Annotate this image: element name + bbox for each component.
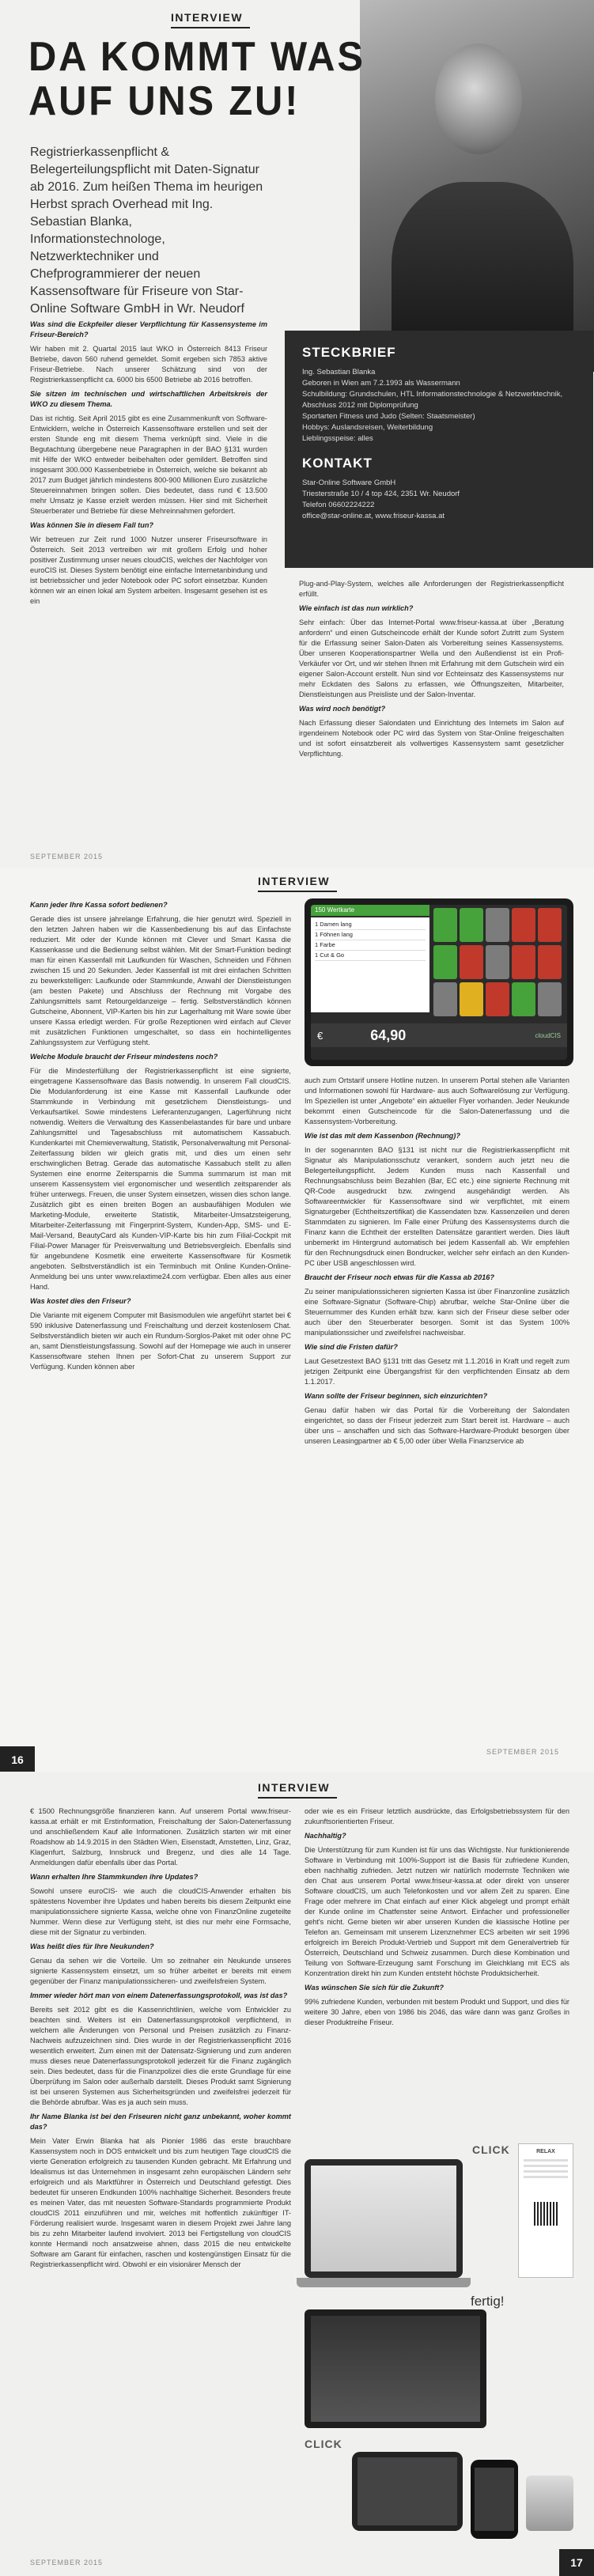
- product-collage: [305, 2143, 577, 2547]
- answer-paragraph: Genau dafür haben wir das Portal für die Vorbereitung der Salondaten eingerichtet, so dass der Friseur jederzeit zum Start bereit ist. Hardware – auch über uns – anschaffen und sich das Software-Hardware-Produkt besorgen über unseren Leasingpartner ab € 5,00 oder über Wella Finanzservice ab: [305, 1406, 569, 1445]
- answer-paragraph: Das ist richtig. Seit April 2015 gibt es eine Zusammenkunft von Software-Entwicklern, welche in Österreich Kassensoftware erstellen und seit der ersten Stunde eng mit diesem Thema verknüpft sind. Viele in die Begutachtung übergebene neue Paragraphen in der BAO §131 wurden mit Hilfe der WKO entweder beibehalten oder gemildert. Betroffen sind insgesamt 300.000 Kassenbetriebe in Österreich, welche sie bekannt ab 2017 zum Budget jährlich mindestens 800-900 Millionen Euro zusätzliche Steuereinnahmen bringen sollen. Dies bedeutet, dass rund € 13.500 mehr Umsatz je Kasse erzielt werden müssen. Hier sind mit Sicherheit Steuerberater und Betriebe für diese Mehreinnahmen gefordert.: [30, 414, 267, 515]
- answer-paragraph: Plug-and-Play-System, welches alle Anforderungen der Registrierkassenpflicht erfüllt.: [299, 580, 564, 598]
- steckbrief-box: [285, 331, 593, 568]
- answer-paragraph: Sowohl unsere euroCIS- wie auch die cloudCIS-Anwender erhalten bis spätestens November ihre Updates und haben bereits bis diesem Zeitpunkt eine manipulationssichere signierte Kassa, welche ohne von FinanzOnline zugeteilte Nummer. Wenn diese zur Verfügung steht, ist dies nur mehr eine Formsache, diese mit der Signatur zu verbinden.: [30, 1887, 291, 1936]
- pos-tile: [486, 982, 509, 1016]
- steckbrief-line: Hobbys: Auslandsreisen, Weiterbildung: [302, 423, 433, 432]
- answer-paragraph: Gerade dies ist unsere jahrelange Erfahrung, die hier genutzt wird. Speziell in den letzten Jahren haben wir die Kassenbedienung bis auf das Einfachste reduziert. Mit oder der Kunde können mit Clever und Smart Kassa die Kassenkasse und die Bedienung selbst wählen. Mit der Smart-Funktion bedingt man für einen Kassenfall mit Laufkunden für Waschen, Schneiden und Föhnen zwischen 15 und 20 Sekunden. Jeder Kassenfall ist mit drei einfachen Schritten zu bewerkstelligen: Laufkunde oder Stammkunde, Anwahl der Dienstleistungen (am besten Pakete) und Abschluss der Rechnung mit Vorgabe des Zahlungsmittels samt Retourgeldanzeige – fertig. Selbstverständlich können Gutscheine, Abonnent, VIP-Karten bis hin zur Lagerhaltung mit Ware sowie über unsere Kassa erledigt werden. Für große Rezeptionen wird einfach auf Clever mit zusätzlichen Funktionen umgeschaltet, so dass ein hochintelligentes Zahlungssystem zur Verfügung steht.: [30, 915, 291, 1046]
- pos-total-bar: [311, 1023, 567, 1047]
- footer-month: SEPTEMBER 2015: [30, 2559, 104, 2567]
- pos-tile: [460, 908, 483, 942]
- pos-tile: [460, 945, 483, 979]
- tag-rule: [258, 1797, 337, 1799]
- magazine-page-1: [0, 0, 594, 868]
- footer-month: SEPTEMBER 2015: [30, 853, 104, 861]
- fertig-label: fertig!: [471, 2294, 505, 2309]
- pos-header: 150 Wertkarte: [311, 905, 429, 916]
- pos-tile: [538, 982, 562, 1016]
- pos-tile: [486, 908, 509, 942]
- steckbrief-line: Schulbildung: Grundschulen, HTL Informationstechnologie & Netzwerktechnik, Abschluss 2012 mit Diplomprüfung: [302, 390, 563, 410]
- answer-paragraph: 99% zufriedene Kunden, verbunden mit bestem Produkt und Support, und dies für weitere 30 Jahre, eben von 1986 bis 2046, das wäre dann was ganz Großes in dieser Produktreihe Friseur.: [305, 1998, 569, 2026]
- pos-receipt: [311, 917, 429, 1012]
- pos-tile: [538, 945, 562, 979]
- answer-paragraph: € 1500 Rechnungsgröße finanzieren kann. Auf unserem Portal www.friseur-kassa.at erhält er mit Erstinformation, Freischaltung der Salon-Datenerfassung und anschließendem Kauf alle Informationen. Zusätzlich starten wir mit einer Roadshow ab 14.9.2015 in den Städten Wien, Eisenstadt, Amstetten, Linz, Graz, Klagenfurt, Salzburg, Innsbruck und Bregenz, und dies alle 14 Tage. Anmeldungen dafür ebenfalls über das Portal.: [30, 1807, 291, 1867]
- click-label-2: CLICK: [305, 2438, 342, 2450]
- magazine-page-2: [0, 868, 594, 1772]
- answer-paragraph: oder wie es ein Friseur letztlich ausdrückte, das Erfolgsbetriebssystem für den zukunftsorientierten Friseur.: [305, 1807, 569, 1825]
- pos-tile: [433, 945, 457, 979]
- intro-text: Registrierkassenpflicht & Belegerteilungspflicht mit Daten-Signatur ab 2016. Zum heißen Thema im heurigen Herbst sprach Overhead mit Ing. Sebastian Blanka, Informationstechnologe, Netzwerktechniker und Chefprogrammierer der neuen Kassensoftware für Friseure von Star-Online Software GmbH in Wr. Neudorf: [30, 146, 263, 316]
- section-tag: INTERVIEW: [171, 11, 244, 24]
- pos-display: [311, 905, 567, 1060]
- page-number: 17: [559, 2549, 594, 2576]
- question-heading: Was sind die Eckpfeiler dieser Verpflichtung für Kassensysteme im Friseur-Bereich?: [30, 320, 267, 339]
- answer-paragraph: Wir haben mit 2. Quartal 2015 laut WKO in Österreich 8413 Friseur Betriebe, davon 560 ruhend gemeldet. Somit ergeben sich 7853 aktive Friseur-Betriebe. Nach unserer Schätzung sind von der Registrierkassenpflicht ca. 6000 bis 6500 Betriebe ab 2016 betroffen.: [30, 345, 267, 384]
- page1-column-1: [30, 320, 267, 611]
- section-tag: INTERVIEW: [258, 1781, 331, 1794]
- answer-paragraph: In der sogenannten BAO §131 ist nicht nur die Registrierkassenpflicht mit Signatur als Manipulationsschutz verankert, sondern auch jetzt neu die Belegerteilungspflicht. Jedem Kunden muss nach Kassenfall und Rechnungsabschluss beim Bezahlen (Bar, EC etc.) eine signierte Rechnung mit QR-Code ausgedruckt bzw. zwingend ausgehändigt werden. Als Softwareentwickler für Kassensoftware sind wir verpflichtet, mit einem Signaturgeber (Echtheitszertifikat) die Kassendaten bzw. Kassenzeilen und deren Stammdaten zu signieren. Im Falle einer Prüfung des Kassensystems durch die Finanz kann die Echtheit der erstellten Datensätze garantiert werden. Dies läuft unbemerkt im Hintergrund automatisch bei jedem Kassenfall ab. Wir empfehlen für den Rechnungsdruck einen Bondrucker, welcher sehr einfach an den Kunden-PC über USB angeschlossen wird.: [305, 1146, 569, 1267]
- answer-paragraph: Die Unterstützung für zum Kunden ist für uns das Wichtigste. Nur funktionierende Software in Verbindung mit 100%-Support ist die Basis für zufriedene Kunden, eben nachhaltig zufrieden. Jetzt nutzen wir natürlich modernste Techniken wie den Chat aus unserem Portal www.friseur-kassa.at oder direkt von unserer Software cloudCIS, um auch Telefonkosten und vor allem Zeit zu sparen. Eine Frage oder mehrere im Chat einfach auf einer Klick abgelegt und prompt erhält der Kunde online im Chatfenster seine Antwort. Einfacher und professioneller geht's nicht. Gerne bieten wir aber unseren Kunden die klassische Hotline per Telefon an. Gemeinsam mit unserem Lizenznehmer ECS arbeiten wir seit 1996 erfolgreich im Bereich Produkt-Vertrieb und Support mit dem Generalvertrieb für Österreich, Deutschland und Schweiz zusammen. Durch diese Kombination und Teilung von Software-Erzeugung samt Forschung im Gleichklang mit ECS als Konzentration direkt hin zum Kunden entsteht höchste Produktsicherheit.: [305, 1846, 569, 1977]
- magazine-page-3: [0, 1772, 594, 2576]
- pos-tile: [512, 982, 535, 1016]
- tag-rule: [171, 27, 250, 28]
- answer-paragraph: Die Variante mit eigenem Computer mit Basismodulen wie angeführt startet bei € 590 inklusive Datenerfassung und Freischaltung und derzeit kostenlosem Chat. Selbstverständlich bieten wir auch ein Rundum-Sorglos-Paket mit oder ohne PC an, samt Dienstleistungsfassung. Sowohl auf der Homepage wie auch in unserer Kassensoftware stehen Ihnen per Sofort-Chat zu unserem Support zur Verfügung. Kunden können aber: [30, 1311, 291, 1371]
- page2-column-1: [30, 900, 291, 1376]
- pos-tile: [433, 908, 457, 942]
- page3-column-1: [30, 1806, 291, 2274]
- headline-line-2: AUF UNS ZU!: [28, 78, 301, 124]
- question-heading: Was wird noch benötigt?: [299, 705, 386, 713]
- answer-paragraph: Mein Vater Erwin Blanka hat als Pionier 1986 das erste brauchbare Kassensystem noch in DOS entwickelt und bis zum heutigen Tage cloudCIS die vierte Generation erfolgreich zu tausenden Kunden gebracht. Mit Erfahrung und Idealismus ist das Unternehmen in insgesamt zehn europäischen Ländern sehr erfolgreich und als Marktführer in Österreich und Deutschland gefestigt. Dies bedeutet für unseren Endkunden 100% nachhaltige Sicherheit. Besonders freute es meinen Vater, das mit neuesten Software-Standards programmierte Produkt cloudCIS 2011 einzuführen und mir, welches mit hoffentlich zukünftiger IT-Förderung realisiert wurde. Insgesamt waren in diesem Projekt zwei Jahre lang bis zu zehn Mitarbeiter laufend involviert. 2013 bei Fertigstellung von cloudCIS konnte Hermandi noch ansatzweise ahnen, dass 2015 die neu entwickelte Software am Garant für einfachen, raschen und kostengünstigen Einsatz für die Registrierkassenpflicht wird. Obwohl er ein visionärer Mensch der: [30, 2137, 291, 2268]
- headline-line-1: DA KOMMT WAS: [28, 34, 365, 80]
- answer-paragraph: Zu seiner manipulationssicheren signierten Kassa ist über Finanzonline zusätzlich eine Software-Signatur (Software-Chip) abrufbar, welche Star-Online über die Steuernummer des Kunden erhält bzw. kann sich der Friseur diese selber oder auch über den Steuerberater besorgen. Somit ist das System 100% manipulationssicher und zweifelsfrei nachweisbar.: [305, 1288, 569, 1337]
- kontakt-line: Telefon 06602224222: [302, 501, 375, 509]
- answer-paragraph: Für die Mindesterfüllung der Registrierkassenpflicht ist eine signierte, eingetragene Kassensoftware das Basis notwendig. In unserem Fall cloudCIS. Die Modulanforderung ist eine Kasse mit Kassenfall Laufkunde oder Stammkunde in Verbindung mit gesetzlichem Dienstleistungs- und Verkaufsartikel. Sowie mindestens Lieferantenzugangen, Lagerführung nicht notwendig. Weiters die Verwaltung des Kassenbelastandes für bare und unbare Zahlungsmittel und Tagesabschluss mit automatischem Kassabuch. Kundenkartei mit Chemieverwaltung, Statistik, Personalverwaltung mit Personal-Zeiterfassung bilden wir gleich gratis mit, und dies um einen sehr erschwinglichen Betrag. Gerade das automatische Kassabuch stellt zu allen Systemen eine enorme Zeitersparnis die Summa summarum ist man mit unserem Kassensystem viel ergonomischer und wesentlich zeitsparender als früher unterwegs. Freuen, die unser System einsetzen, wissen dies schon lange. Zusätzlich gibt es einen breiten Bogen an ausbaufähigen Modulen wie Marketing-Module, erweiterte Statistik, Mitarbeiter-Umsatzsteigerung, Mitarbeiter-Zeiterfassung mit Fingerprint-System, Kunden-App, SMS- und E-Mail-Versand, BeautyCard als Kunden-VIP-Karte bis hin zum Filial-Cockpit mit Filial-Power Manager für Preisverwaltung und Betriebsvergleich. Ebenfalls sind für angebundene Kosmetik eine erweiterte Kassensoftware für Kosmetik angeboten. Selbstverständlich ist ein Terminbuch mit Online Kunden-Online-Anmeldung bei uns unter www.relaxtime24.com verfügbar. Eben alles aus einer Hand.: [30, 1067, 291, 1291]
- laptop-image: [305, 2159, 463, 2278]
- question-heading: Welche Module braucht der Friseur mindestens noch?: [30, 1053, 218, 1061]
- footer-month: SEPTEMBER 2015: [486, 1748, 560, 1756]
- pos-receipt-row: 1 Farbe: [315, 940, 426, 951]
- pos-tile: [512, 945, 535, 979]
- steckbrief-title: STECKBRIEF: [302, 345, 396, 360]
- pos-tile: [538, 908, 562, 942]
- kontakt-title: KONTAKT: [302, 456, 373, 471]
- steckbrief-line: Ing. Sebastian Blanka: [302, 368, 376, 376]
- relax-label: RELAX: [536, 2149, 555, 2154]
- click-label-1: CLICK: [472, 2143, 510, 2156]
- pos-receipt-row: 1 Föhnen lang: [315, 930, 426, 940]
- steckbrief-line: Lieblingsspeise: alles: [302, 434, 373, 443]
- question-heading: Was können Sie in diesem Fall tun?: [30, 521, 154, 529]
- pos-receipt-row: 1 Cut & Go: [315, 951, 426, 961]
- answer-paragraph: Laut Gesetzestext BAO §131 tritt das Gesetz mit 1.1.2016 in Kraft und regelt zum jetzigen Zeitpunkt eine Übergangsfrist für den verpflichtenden Einsatz ab dem 1.1.2017.: [305, 1357, 569, 1386]
- page-number: 16: [0, 1746, 35, 1772]
- question-heading: Nachhaltig?: [305, 1832, 346, 1840]
- pos-currency: €: [317, 1029, 323, 1042]
- kontakt-line: Star-Online Software GmbH: [302, 479, 396, 487]
- question-heading: Wann erhalten Ihre Stammkunden ihre Updates?: [30, 1873, 199, 1881]
- question-heading: Wie sind die Fristen dafür?: [305, 1343, 398, 1351]
- steckbrief-line: Geboren in Wien am 7.2.1993 als Wassermann: [302, 379, 460, 388]
- tag-rule: [258, 891, 337, 892]
- tablet-image: [352, 2452, 463, 2531]
- pos-screen: [305, 898, 573, 1066]
- pos-tile-grid: [433, 908, 565, 1019]
- pos-receipt-row: 1 Damen lang: [315, 920, 426, 930]
- answer-paragraph: Nach Erfassung dieser Salondaten und Einrichtung des Internets im Salon auf irgendeinem Notebook oder PC wird das System von Star-Online freigeschalten und ist sofort einsatzbereit als vollwertiges Kassensystem samt gesetzlicher Verpflichtung.: [299, 719, 564, 758]
- question-heading: Was heißt dies für Ihre Neukunden?: [30, 1942, 154, 1950]
- pos-tile: [486, 945, 509, 979]
- question-heading: Ihr Name Blanka ist bei den Friseuren nicht ganz unbekannt, woher kommt das?: [30, 2113, 291, 2131]
- pos-footer: cloudCIS: [535, 1031, 561, 1039]
- pos-tile: [433, 982, 457, 1016]
- question-heading: Was wünschen Sie sich für die Zukunft?: [305, 1984, 444, 1992]
- steckbrief-line: Sportarten Fitness und Judo (Selten: Staatsmeister): [302, 412, 475, 421]
- answer-paragraph: Sehr einfach: Über das Internet-Portal www.friseur-kassa.at über „Beratung anfordern“ und einen Gutscheincode erhält der Kunde sofort Zutritt zum System für die Erfassung seiner Salon-Daten als Vorbereitung seines Kassensystems. Über unseren Kooperationspartner Wella und den Außendienst ist ein Profi-Verkäufer vor Ort, und wir stehen Ihnen mit Erfahrung mit dem Gutschein wird ein eigener Salon-Account erstellt. Nun sind vor Echteinsatz des Kassensystems nur mehr Eckdaten des Salons zu erfassen, wie Öffnungszeiten, Mitarbeiter, Dienstleistungen aus Preisliste und der Salon-Inventar.: [299, 618, 564, 698]
- question-heading: Braucht der Friseur noch etwas für die Kassa ab 2016?: [305, 1273, 494, 1281]
- answer-paragraph: auch zum Ortstarif unsere Hotline nutzen. In unserem Portal stehen alle Varianten und Informationen sowohl für Hardware- aus auch Softwarelösung zur Verfügung. Im Speziellen ist unter „Angebote“ ein aktueller Flyer vorhanden. Jeder Neukunde bekommt einen Gutscheincode für die Salon-Datenerfassung und die Kassensystem-Vorbereitung.: [305, 1076, 569, 1125]
- printer-image: [526, 2476, 573, 2531]
- answer-paragraph: Genau da sehen wir die Vorteile. Um so zeitnaher ein Neukunde unseres signierte Kassensystem einsetzt, um so früher arbeitet er bereits mit einem gegenüber der Finanz manipulationssicheren- und zweifelsfreien System.: [30, 1957, 291, 1985]
- answer-paragraph: Wir betreuen zur Zeit rund 1000 Nutzer unserer Friseursoftware in Österreich. Seit 2013 vertreiben wir mit großem Erfolg und hoher positiver Zustimmung unser neues cloudCIS, welches der Nachfolger von euroCIS ist. Dieses System benötigt eine einfache Internetanbindung und ist betriebssicher und jeder Notebook oder PC sofort einsetzbar. Kunden können wir an einen lokal am System arbeiten. Insgesamt gesehen ist es ein: [30, 535, 267, 605]
- pos-tile: [460, 982, 483, 1016]
- page2-column-2: [305, 1076, 569, 1451]
- section-tag: INTERVIEW: [258, 875, 331, 887]
- question-heading: Was kostet dies den Friseur?: [30, 1297, 131, 1305]
- question-heading: Wie ist das mit dem Kassenbon (Rechnung)?: [305, 1132, 460, 1140]
- portrait-photo: [360, 0, 594, 372]
- pos-total: 64,90: [370, 1027, 407, 1043]
- phone-image: [471, 2460, 518, 2539]
- receipt-image: [518, 2143, 573, 2278]
- page3-column-2: [305, 1806, 569, 2032]
- kontakt-line: office@star-online.at, www.friseur-kassa.at: [302, 512, 445, 520]
- question-heading: Kann jeder Ihre Kassa sofort bedienen?: [30, 901, 168, 909]
- monitor-image: [305, 2309, 486, 2428]
- page1-column-2: [299, 579, 564, 763]
- answer-paragraph: Bereits seit 2012 gibt es die Kassenrichtlinien, welche vom Entwickler zu beachten sind. Weiters ist ein Datenerfassungsprotokoll verpflichtend, in welchem alle Änderungen von Personal und Preisen zusätzlich zu Finanz-Nachweis aufzuzeichnen sind. Dies wurde in der Registrierkassenpflicht 2016 wesentlich erweitert. Zum einen mit der Datensatz-Signierung und zum anderen muss dieses neue Datenerfassungsprotokoll jederzeit für die Finanz zugänglich sein. Dies bedeutet, dass für die Finanzpolizei dies die erste Grundlage für eine Überprüfung im Salon oder außerhalb darstellt. Dieses Produkt samt Signierung ist bei unseren Systemen aus Sicherheitsgründen und zweifelsfrei jederzeit für die Behörde abrufbar. Was es ja auch sein muss.: [30, 2006, 291, 2106]
- question-heading: Wann sollte der Friseur beginnen, sich einzurichten?: [305, 1392, 488, 1400]
- question-heading: Immer wieder hört man von einem Datenerfassungsprotokoll, was ist das?: [30, 1992, 288, 1999]
- question-heading: Wie einfach ist das nun wirklich?: [299, 604, 414, 612]
- kontakt-line: Triesterstraße 10 / 4 top 424, 2351 Wr. Neudorf: [302, 490, 460, 498]
- pos-tile: [512, 908, 535, 942]
- question-heading: Sie sitzen im technischen und wirtschaftlichen Arbeitskreis der WKO zu diesem Thema.: [30, 390, 267, 408]
- headline: [28, 35, 365, 123]
